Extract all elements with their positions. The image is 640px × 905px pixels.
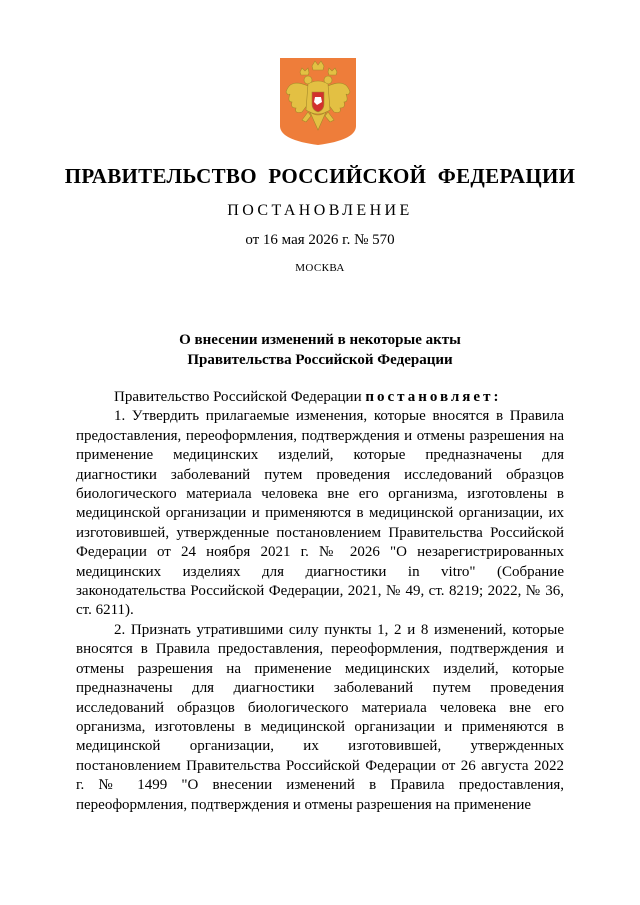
subject-line-1: О внесении изменений в некоторые акты: [179, 332, 461, 348]
document-city: МОСКВА: [295, 262, 345, 274]
preamble: [76, 388, 564, 407]
subject-line-2: Правительства Российской Федерации: [187, 352, 453, 368]
document-date-number: от 16 мая 2026 г. № 570: [245, 232, 395, 248]
coat-of-arms-icon: [278, 56, 358, 146]
document-type: ПОСТАНОВЛЕНИЕ: [227, 202, 413, 219]
preamble-text: Правительство Российской Федерации: [114, 389, 366, 405]
document-body: [76, 388, 564, 815]
paragraph-2: 2. Признать утратившими силу пункты 1, 2 и 8 изменений, которые вносятся в Правила предоставления, переоформления, подтверждения и отмены разрешения на применение медицинских изделий, которые предназначены для диагностики заболеваний путем проведения исследований образцов биологического материала человека вне его организма, изготовлены в медицинской организации и применяются в медицинской организации, их изготовившей, утвержденных постановлением Правительства Российской Федерации от 26 августа 2022 г. № 1499 "О внесении изменений в Правила предоставления, переоформления, подтверждения и отмены разрешения на применение: [76, 621, 564, 813]
document-subject: [0, 330, 640, 370]
paragraph-1: 1. Утвердить прилагаемые изменения, которые вносятся в Правила предоставления, переоформления, подтверждения и отмены разрешения на применение медицинских изделий, которые предназначены для диагностики заболеваний путем проведения исследований образцов биологического материала человека вне его организма, изготовлены в медицинской организации и применяются в медицинской организации, их изготовившей, утвержденные постановлением Правительства Российской Федерации от 24 ноября 2021 г. № 2026 "О незарегистрированных медицинских изделиях для диагностики in vitro" (Собрание законодательства Российской Федерации, 2021, № 49, ст. 8219; 2022, № 36, ст. 6211).: [76, 408, 564, 619]
government-title: ПРАВИТЕЛЬСТВО РОССИЙСКОЙ ФЕДЕРАЦИИ: [64, 164, 576, 188]
decree-word: постановляет:: [365, 389, 502, 405]
